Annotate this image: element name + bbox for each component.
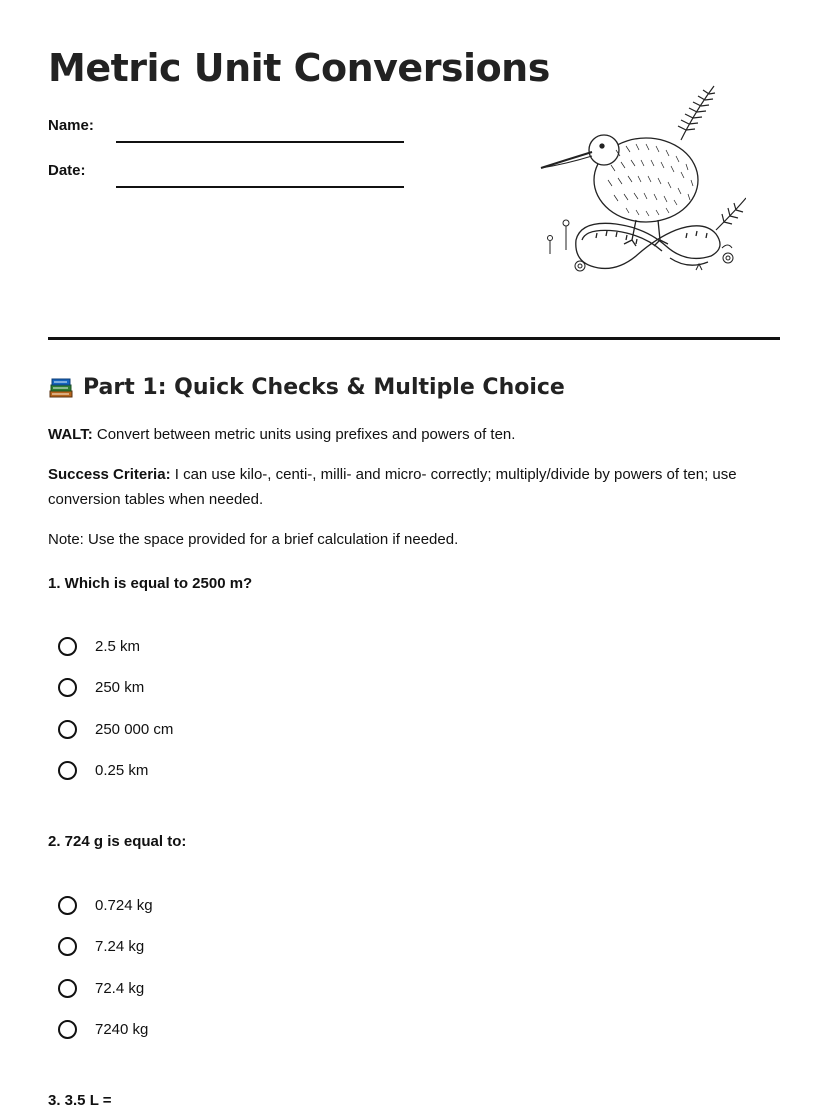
walt-label: WALT: xyxy=(48,426,93,443)
radio-button[interactable] xyxy=(58,678,77,697)
success-criteria-text: I can use kilo-, centi-, milli- and micro- correctly; multiply/divide by powers of ten; use conversion tables when needed. xyxy=(48,466,737,508)
question-2-prompt: 2. 724 g is equal to: xyxy=(48,833,187,850)
radio-button[interactable] xyxy=(58,896,77,915)
radio-button[interactable] xyxy=(58,761,77,780)
radio-button[interactable] xyxy=(58,937,77,956)
success-criteria-paragraph xyxy=(48,462,768,512)
walt-paragraph xyxy=(48,422,768,447)
question-2-option-d[interactable] xyxy=(58,1020,148,1039)
option-label: 7.24 kg xyxy=(95,938,145,955)
name-line[interactable] xyxy=(116,141,404,143)
page-title: Metric Unit Conversions xyxy=(48,46,550,90)
radio-button[interactable] xyxy=(58,720,77,739)
question-2-option-b[interactable] xyxy=(58,937,144,956)
option-label: 7240 kg xyxy=(95,1021,149,1038)
radio-button[interactable] xyxy=(58,1020,77,1039)
worksheet-page xyxy=(48,0,780,1118)
part-1-heading xyxy=(48,374,565,400)
question-3-prompt: 3. 3.5 L = xyxy=(48,1092,112,1109)
question-2-option-c[interactable] xyxy=(58,979,144,998)
kiwi-illustration xyxy=(536,80,746,290)
success-criteria-label: Success Criteria: xyxy=(48,466,171,483)
radio-button[interactable] xyxy=(58,637,77,656)
option-label: 250 km xyxy=(95,679,145,696)
question-1-option-d[interactable] xyxy=(58,761,148,780)
question-1-option-a[interactable] xyxy=(58,637,140,656)
books-icon xyxy=(48,374,74,400)
walt-text: Convert between metric units using prefixes and powers of ten. xyxy=(92,426,516,443)
measuring-tape-icon xyxy=(576,223,720,268)
part-1-heading-text: Part 1: Quick Checks & Multiple Choice xyxy=(83,374,565,400)
name-field[interactable] xyxy=(48,117,404,134)
date-line[interactable] xyxy=(116,186,404,188)
option-label: 0.25 km xyxy=(95,762,149,779)
name-label: Name: xyxy=(48,117,94,134)
question-2-option-a[interactable] xyxy=(58,896,153,915)
option-label: 2.5 km xyxy=(95,638,141,655)
option-label: 72.4 kg xyxy=(95,980,145,997)
date-field[interactable] xyxy=(48,162,404,179)
question-1-option-b[interactable] xyxy=(58,678,144,697)
note-paragraph: Note: Use the space provided for a brief calculation if needed. xyxy=(48,531,459,548)
option-label: 0.724 kg xyxy=(95,897,153,914)
question-1-prompt: 1. Which is equal to 2500 m? xyxy=(48,575,253,592)
kiwi-bird-icon xyxy=(541,135,698,246)
date-label: Date: xyxy=(48,162,86,179)
option-label: 250 000 cm xyxy=(95,721,174,738)
question-1-option-c[interactable] xyxy=(58,720,173,739)
radio-button[interactable] xyxy=(58,979,77,998)
section-divider xyxy=(48,337,780,340)
